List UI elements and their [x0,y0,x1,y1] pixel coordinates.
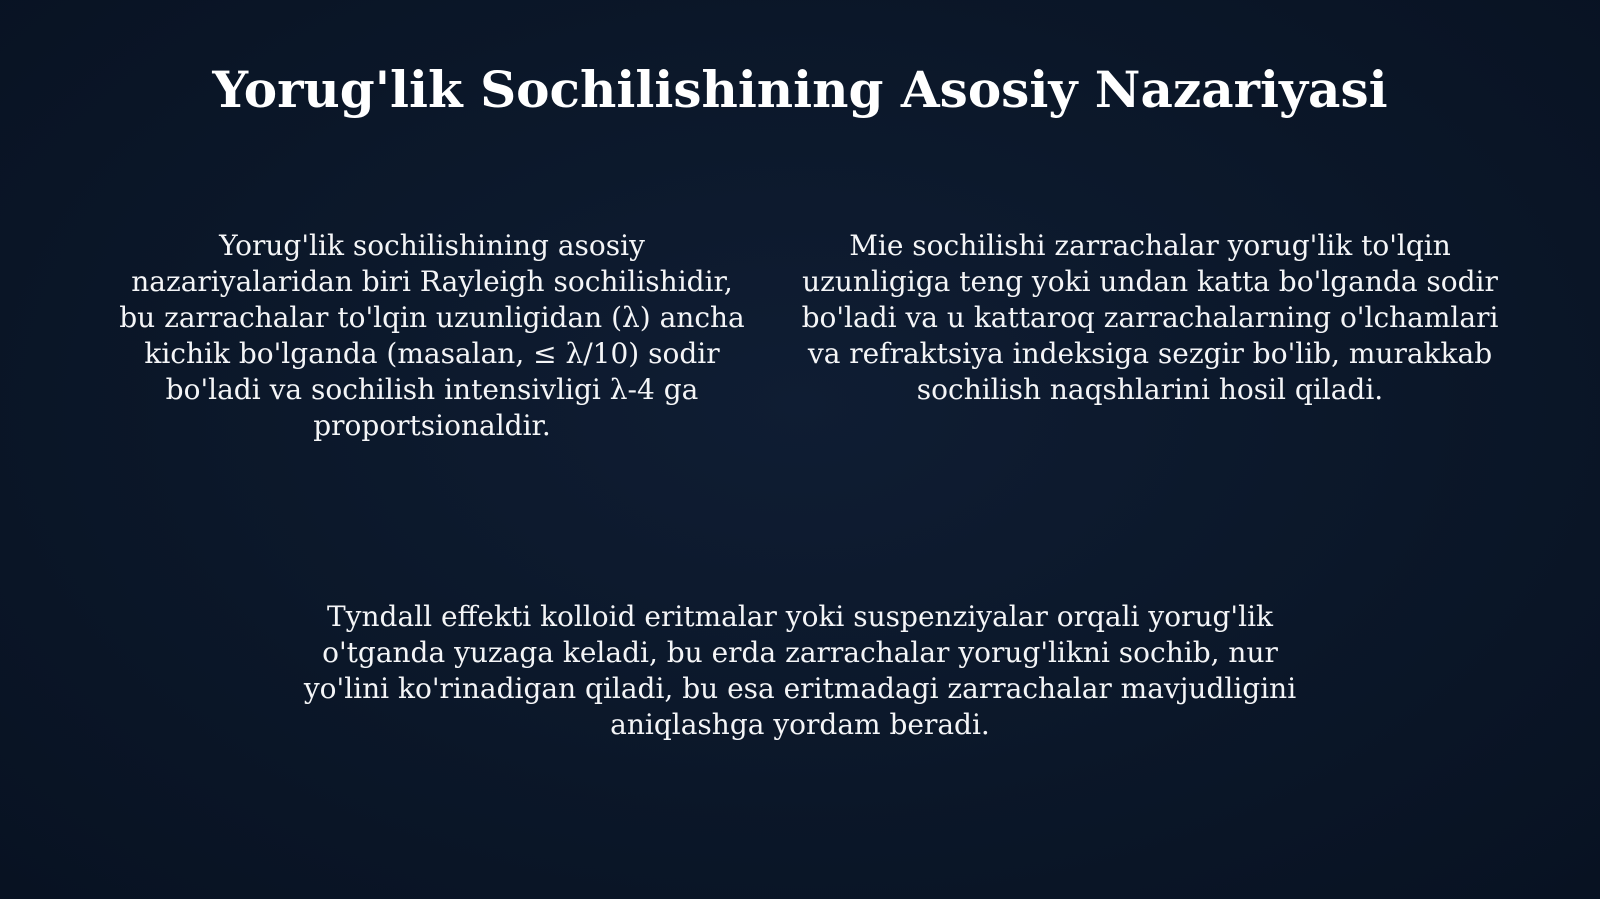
rayleigh-paragraph: Yorug'lik sochilishining asosiy nazariyalaridan biri Rayleigh sochilishidir, bu zarrachalar to'lqin uzunligidan (λ) ancha kichik bo'lganda (masalan, ≤ λ/10) sodir bo'ladi va sochilish intensivligi λ-4 ga proportsionaldir. [119,229,745,442]
tyndall-paragraph: Tyndall effekti kolloid eritmalar yoki suspenziyalar orqali yorug'lik o'tganda yuzaga keladi, bu erda zarrachalar yorug'likni sochib, nur yo'lini ko'rinadigan qiladi, bu esa eritmadagi zarrachalar mavjudligini aniqlashga yordam beradi. [303,600,1297,741]
mie-paragraph: Mie sochilishi zarrachalar yorug'lik to'lqin uzunligiga teng yoki undan katta bo'lganda sodir bo'ladi va u kattaroq zarrachalarning o'lchamlari va refraktsiya indeksiga sezgir bo'lib, murakkab sochilish naqshlarini hosil qiladi. [801,229,1499,406]
slide-title: Yorug'lik Sochilishining Asosiy Nazariyasi [212,60,1388,119]
